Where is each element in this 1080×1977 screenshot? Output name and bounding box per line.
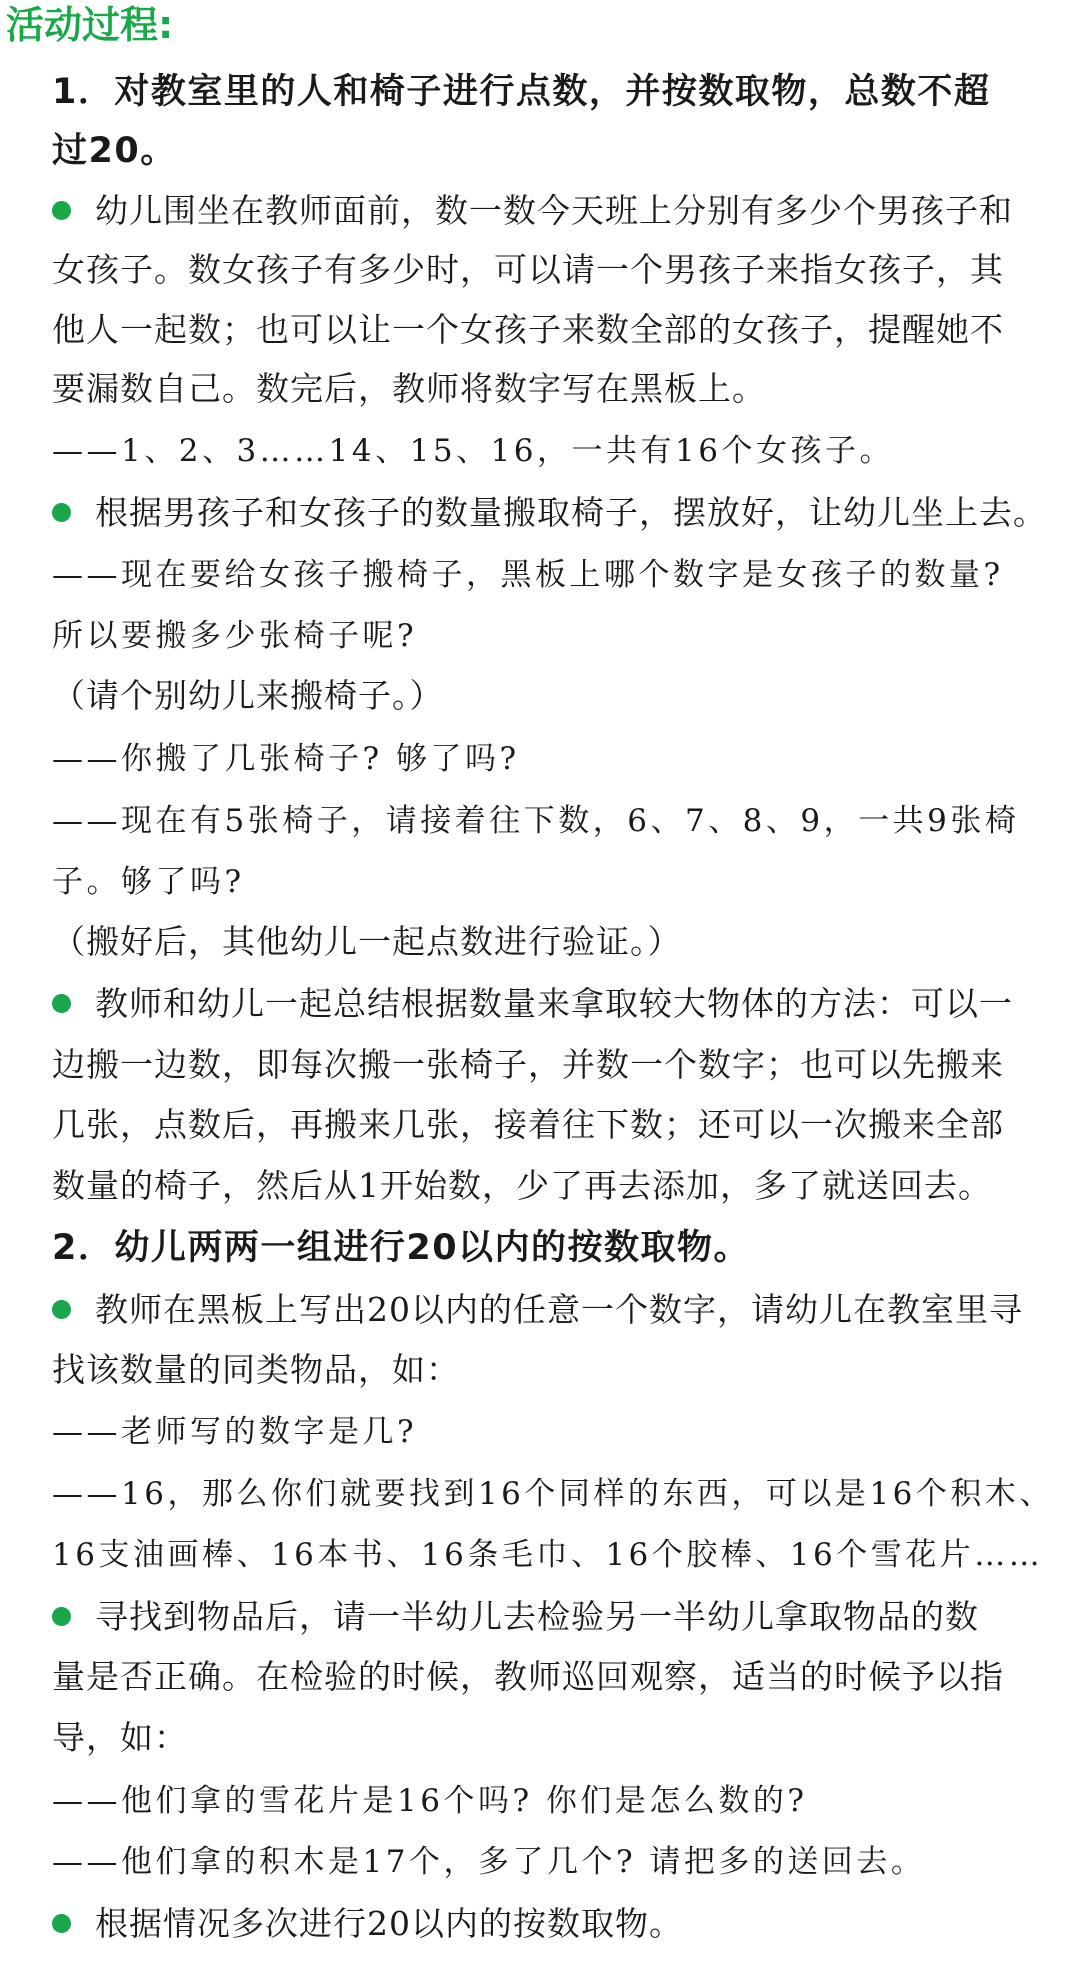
dialog-line: ——16，那么你们就要找到16个同样的东西，可以是16个积木、	[52, 1476, 1054, 1512]
paragraph-line: 女孩子。数女孩子有多少时，可以请一个男孩子来指女孩子，其	[52, 250, 1004, 289]
dialog-line: 所以要搬多少张椅子呢?	[52, 618, 418, 654]
paragraph-line: 找该数量的同类物品，如：	[52, 1350, 460, 1389]
dialog-line: 子。够了吗?	[52, 864, 245, 900]
dialog-line-row	[52, 799, 1072, 843]
dialog-line-row	[52, 553, 1072, 597]
paragraph-line-row	[52, 248, 1072, 292]
bullet-paragraph	[52, 189, 1072, 233]
heading-text: 过20。	[52, 131, 177, 171]
note-line-row	[52, 920, 1072, 964]
bullet-paragraph	[52, 1902, 1072, 1946]
paragraph-line: 数量的椅子，然后从1开始数，少了再去添加，多了就送回去。	[52, 1166, 992, 1205]
bullet-icon	[52, 994, 71, 1013]
bullet-icon	[52, 1300, 71, 1319]
paragraph-line: 要漏数自己。数完后，教师将数字写在黑板上。	[52, 369, 766, 408]
note-line: （搬好后，其他幼儿一起点数进行验证。）	[52, 922, 682, 961]
heading-step-1	[52, 70, 1072, 114]
paragraph-line-row	[52, 1164, 1072, 1208]
bullet-icon	[52, 1914, 71, 1933]
dialog-line-row	[52, 1472, 1072, 1516]
paragraph-line-row	[52, 367, 1072, 411]
note-line-row	[52, 674, 1072, 718]
heading-step-2	[52, 1226, 1072, 1270]
paragraph-line: 幼儿围坐在教师面前，数一数今天班上分别有多少个男孩子和	[95, 191, 1013, 230]
paragraph-line: 他人一起数；也可以让一个女孩子来数全部的女孩子，提醒她不	[52, 310, 1004, 349]
paragraph-line: 寻找到物品后，请一半幼儿去检验另一半幼儿拿取物品的数	[95, 1597, 979, 1636]
paragraph-line-row	[52, 1655, 1072, 1699]
paragraph-line-row	[52, 1348, 1072, 1392]
paragraph-line-row	[52, 1716, 1072, 1760]
dialog-line-row	[52, 860, 1072, 904]
paragraph-line-row	[52, 1103, 1072, 1147]
paragraph-line: 几张，点数后，再搬来几张，接着往下数；还可以一次搬来全部	[52, 1105, 1004, 1144]
bullet-icon	[52, 1607, 71, 1626]
bullet-icon	[52, 201, 71, 220]
paragraph-line: 教师和幼儿一起总结根据数量来拿取较大物体的方法：可以一	[95, 984, 1013, 1023]
paragraph-line: 根据男孩子和女孩子的数量搬取椅子，摆放好，让幼儿坐上去。	[95, 493, 1047, 532]
bullet-paragraph	[52, 982, 1072, 1026]
paragraph-line-row	[52, 308, 1072, 352]
section-title: 活动过程:	[6, 3, 174, 47]
dialog-line-row	[52, 429, 1072, 473]
bullet-icon	[52, 503, 71, 522]
paragraph-line: 量是否正确。在检验的时候，教师巡回观察，适当的时候予以指	[52, 1657, 1004, 1696]
bullet-paragraph	[52, 491, 1072, 535]
dialog-line-row	[52, 1779, 1072, 1823]
heading-text: 1．对教室里的人和椅子进行点数，并按数取物，总数不超	[52, 72, 991, 112]
dialog-line-row	[52, 1533, 1072, 1577]
paragraph-line: 教师在黑板上写出20以内的任意一个数字，请幼儿在教室里寻	[95, 1290, 1023, 1329]
dialog-line-row	[52, 1410, 1072, 1454]
dialog-line: ——你搬了几张椅子? 够了吗?	[52, 741, 520, 777]
bullet-paragraph	[52, 1288, 1072, 1332]
dialog-line: 16支油画棒、16本书、16条毛巾、16个胶棒、16个雪花片……	[52, 1537, 1044, 1573]
bullet-paragraph	[52, 1595, 1072, 1639]
dialog-line: ——现在有5张椅子，请接着往下数，6、7、8、9，一共9张椅	[52, 803, 1020, 839]
paragraph-line: 根据情况多次进行20以内的按数取物。	[95, 1904, 683, 1943]
dialog-line: ——1、2、3……14、15、16，一共有16个女孩子。	[52, 433, 894, 469]
dialog-line: ——老师写的数字是几?	[52, 1414, 418, 1450]
dialog-line-row	[52, 737, 1072, 781]
paragraph-line: 导，如：	[52, 1718, 188, 1757]
paragraph-line-row	[52, 1043, 1072, 1087]
paragraph-line: 边搬一边数，即每次搬一张椅子，并数一个数字；也可以先搬来	[52, 1045, 1004, 1084]
dialog-line-row	[52, 614, 1072, 658]
dialog-line: ——他们拿的雪花片是16个吗? 你们是怎么数的?	[52, 1783, 808, 1819]
dialog-line: ——现在要给女孩子搬椅子，黑板上哪个数字是女孩子的数量?	[52, 557, 1004, 593]
dialog-line: ——他们拿的积木是17个，多了几个? 请把多的送回去。	[52, 1844, 926, 1880]
dialog-line-row	[52, 1840, 1072, 1884]
note-line: （请个别幼儿来搬椅子。）	[52, 676, 444, 715]
heading-step-1-cont	[52, 129, 1072, 173]
heading-text: 2．幼儿两两一组进行20以内的按数取物。	[52, 1228, 751, 1268]
